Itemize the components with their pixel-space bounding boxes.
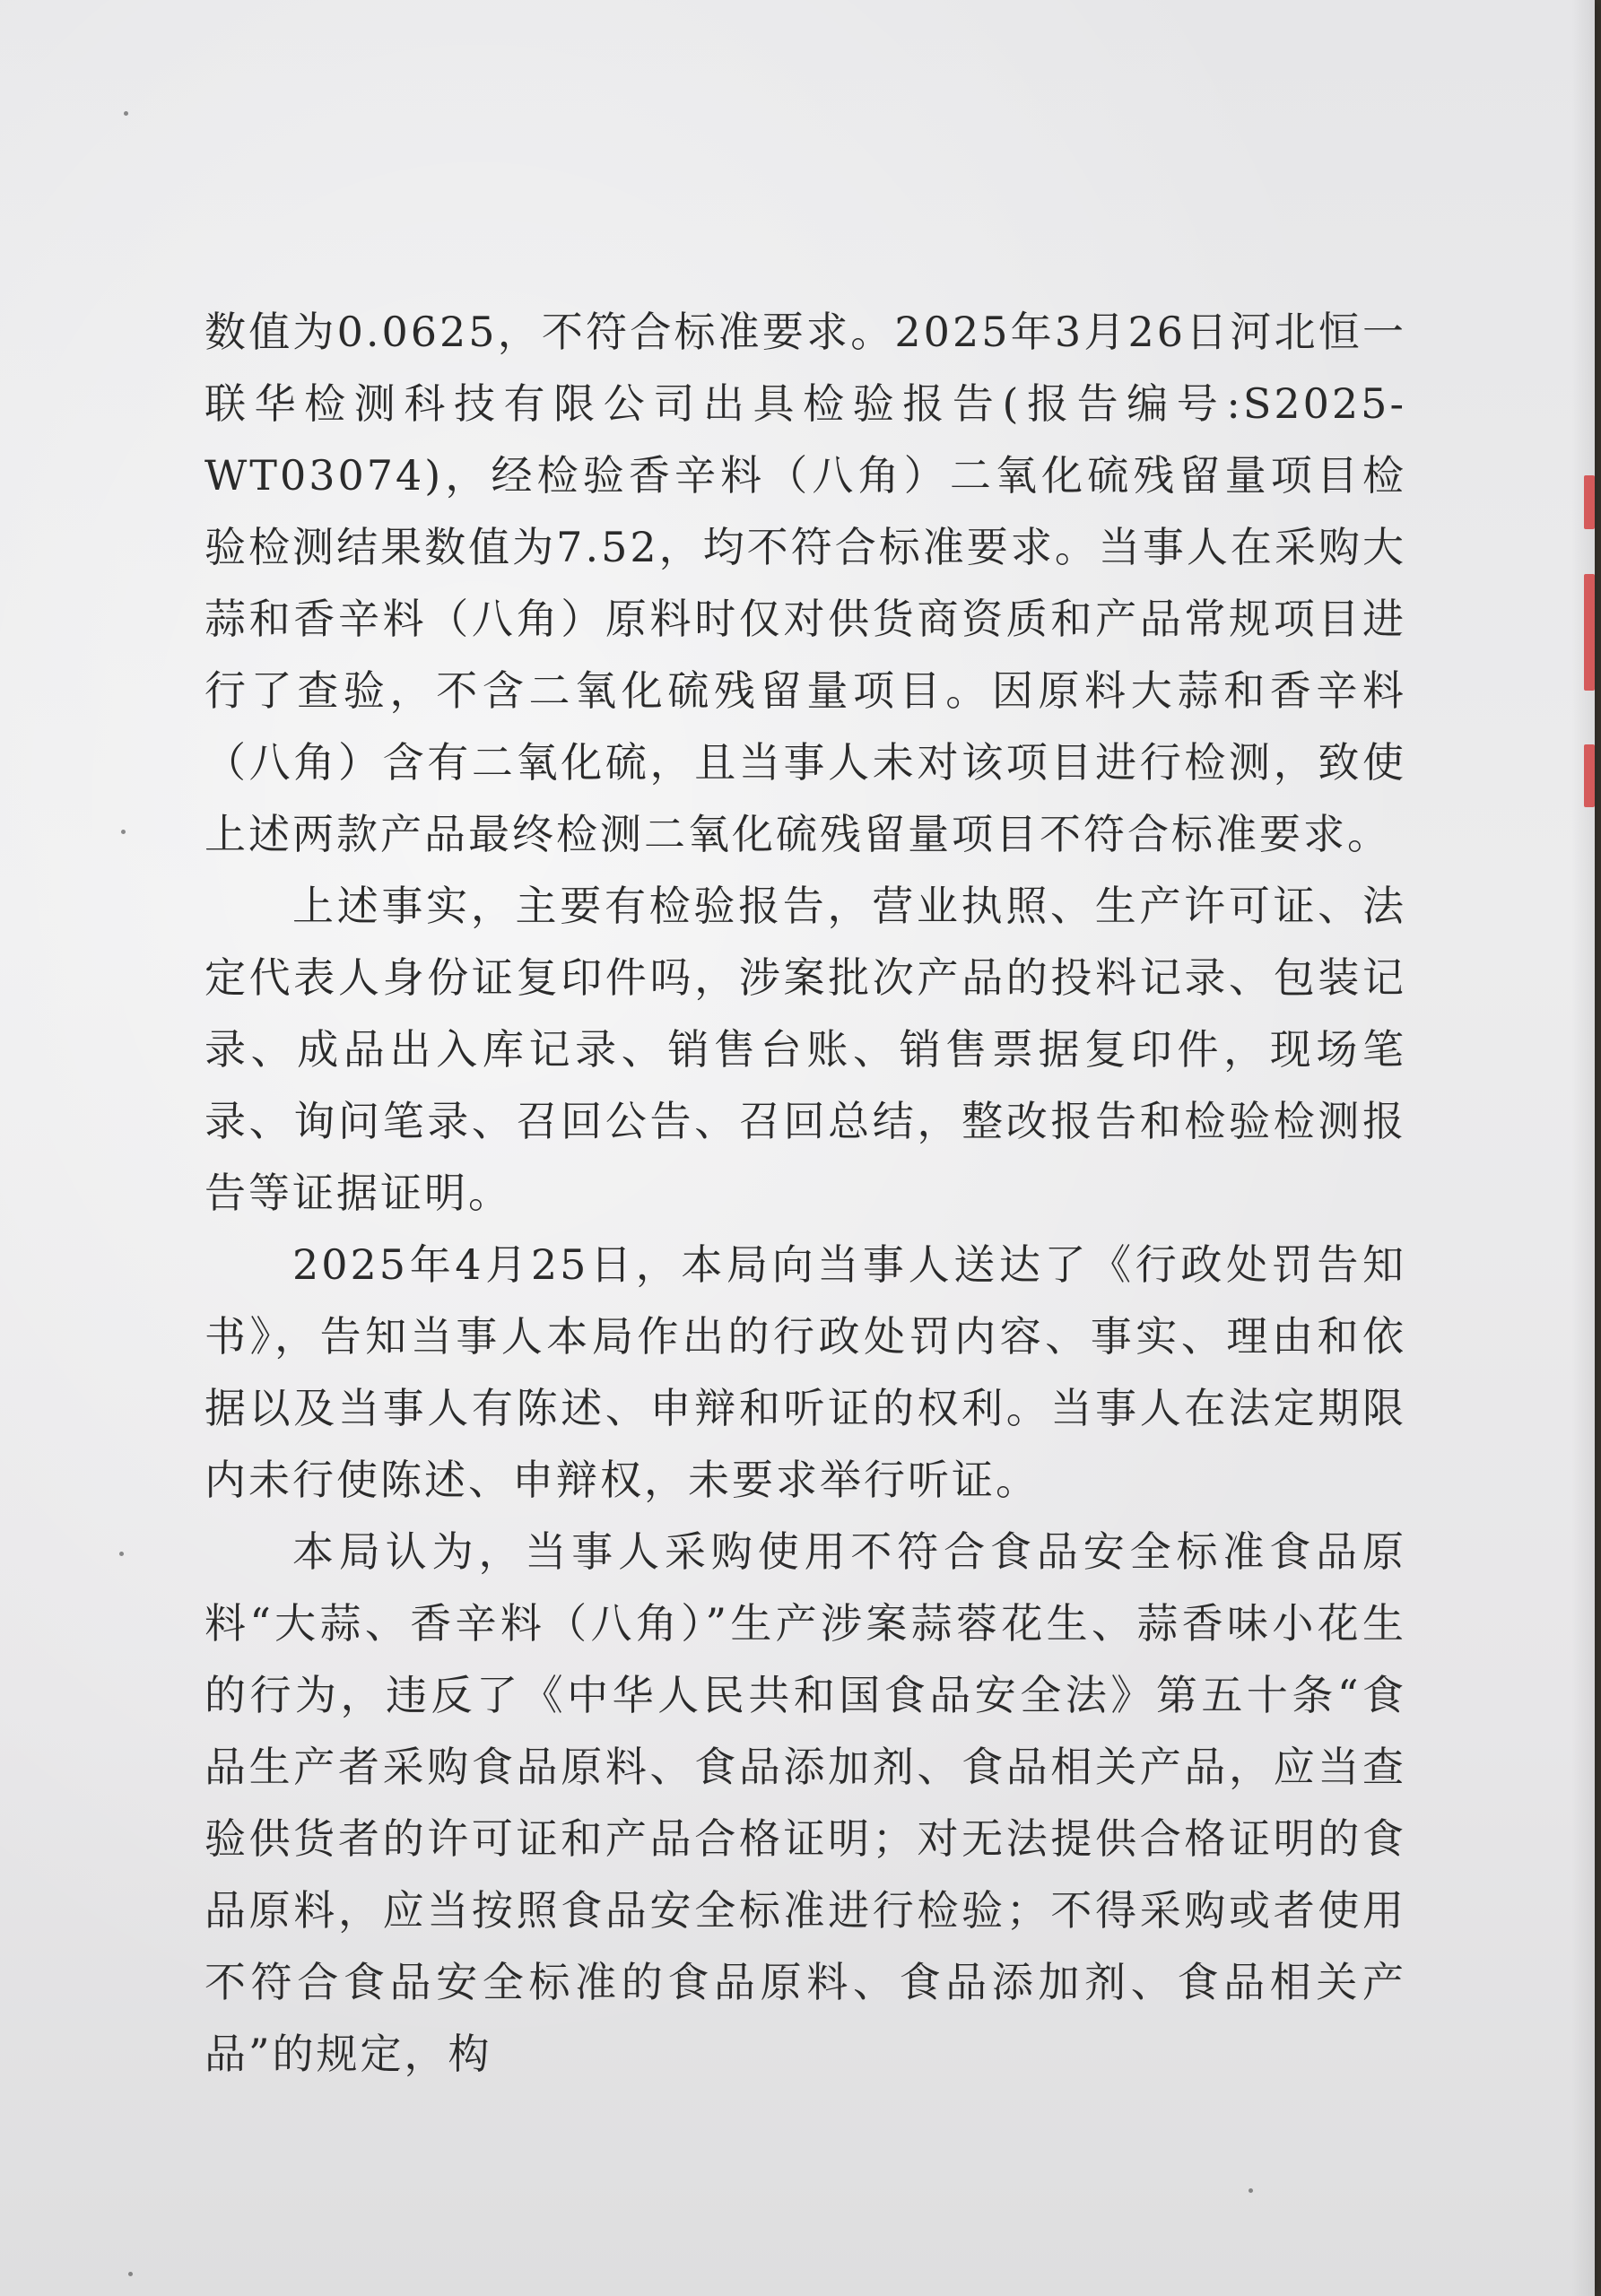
paragraph-evidence: 上述事实，主要有检验报告，营业执照、生产许可证、法定代表人身份证复印件吗，涉案批次产品的投料记录、包装记录、成品出入库记录、销售台账、销售票据复印件，现场笔录、询问笔录、召回公告、召回总结，整改报告和检验检测报告等证据证明。 xyxy=(204,882,1406,1217)
paragraph-notice-delivery: 2025年4月25日，本局向当事人送达了《行政处罚告知书》，告知当事人本局作出的行政处罚内容、事实、理由和依据以及当事人有陈述、申辩和听证的权利。当事人在法定期限内未行使陈述、申辩权，未要求举行听证。 xyxy=(204,1240,1406,1504)
seal-ink-mark xyxy=(1584,475,1595,529)
paper-speck xyxy=(128,2272,133,2276)
seal-ink-mark xyxy=(1584,744,1595,807)
paper-speck xyxy=(124,111,128,116)
paper-speck xyxy=(1249,2188,1253,2193)
paragraph-test-results: 数值为0.0625，不符合标准要求。2025年3月26日河北恒一联华检测科技有限公司出具检验报告(报告编号:S2025-WT03074)，经检验香辛料（八角）二氧化硫残留量项目检验检测结果数值为7.52，均不符合标准要求。当事人在采购大蒜和香辛料（八角）原料时仅对供货商资质和产品常规项目进行了查验，不含二氧化硫残留量项目。因原料大蒜和香辛料（八角）含有二氧化硫，且当事人未对该项目进行检测，致使上述两款产品最终检测二氧化硫残留量项目不符合标准要求。 xyxy=(204,308,1406,858)
seal-ink-mark xyxy=(1584,574,1595,691)
document-body xyxy=(204,296,1406,2090)
paper-speck xyxy=(121,830,126,834)
paper-speck xyxy=(119,1552,124,1556)
paragraph-bureau-finding: 本局认为，当事人采购使用不符合食品安全标准食品原料“大蒜、香辛料（八角）”生产涉案蒜蓉花生、蒜香味小花生的行为，违反了《中华人民共和国食品安全法》第五十条“食品生产者采购食品原料、食品添加剂、食品相关产品，应当查验供货者的许可证和产品合格证明；对无法提供合格证明的食品原料，应当按照食品安全标准进行检验；不得采购或者使用不符合食品安全标准的食品原料、食品添加剂、食品相关产品”的规定，构 xyxy=(204,1527,1406,2078)
page-edge-shadow xyxy=(1571,0,1595,2296)
